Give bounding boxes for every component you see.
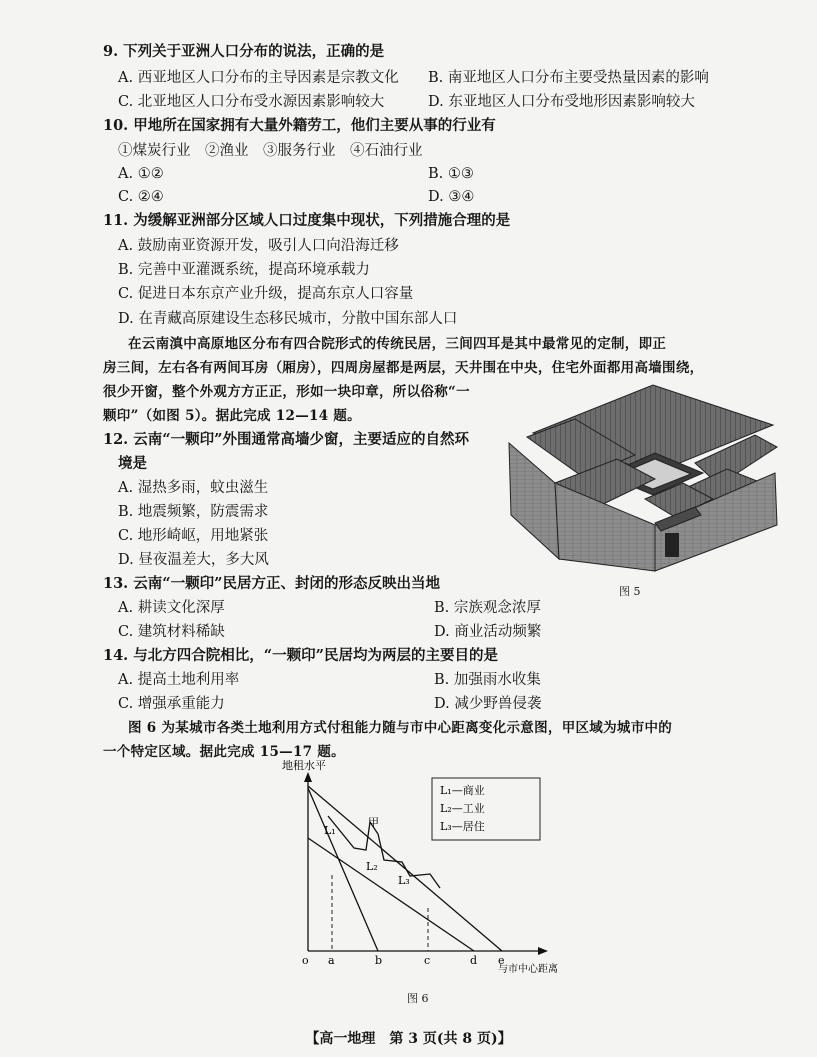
q13-option-d: D. 商业活动频繁 — [434, 624, 542, 640]
legend-l1: L₁—商业 — [440, 784, 485, 797]
q9-stem: 9. 下列关于亚洲人口分布的说法，正确的是 — [103, 43, 385, 60]
tick-b: b — [375, 954, 383, 967]
label-l1: L₁ — [324, 824, 336, 837]
q14-option-d: D. 减少野兽侵袭 — [434, 696, 542, 712]
q9-option-c: C. 北亚地区人口分布受水源因素影响较大 — [118, 94, 385, 110]
q10-items: ①煤炭行业 ②渔业 ③服务行业 ④石油行业 — [118, 143, 423, 159]
q13-stem: 13. 云南“一颗印”民居方正、封闭的形态反映出当地 — [103, 575, 440, 592]
legend-l2: L₂—工业 — [440, 802, 485, 815]
q14-option-a: A. 提高土地利用率 — [118, 672, 240, 688]
q12-option-a: A. 湿热多雨，蚊虫滋生 — [118, 480, 269, 496]
label-l3: L₃ — [398, 874, 410, 887]
q10-stem: 10. 甲地所在国家拥有大量外籍劳工，他们主要从事的行业有 — [103, 117, 496, 134]
figure-6-rent-diagram — [280, 758, 560, 988]
q10-option-b: B. ①③ — [428, 166, 474, 182]
tick-a: a — [328, 954, 335, 967]
intro-15-17-line2: 一个特定区域。据此完成 15—17 题。 — [103, 744, 345, 760]
q10-option-d: D. ③④ — [428, 189, 475, 205]
intro-12-14-line1: 在云南滇中高原地区分布有四合院形式的传统民居，三间四耳是其中最常见的定制，即正 — [128, 336, 667, 352]
q14-stem: 14. 与北方四合院相比，“一颗印”民居均为两层的主要目的是 — [103, 647, 498, 664]
q11-stem: 11. 为缓解亚洲部分区域人口过度集中现状，下列措施合理的是 — [103, 212, 511, 229]
q12-stem: 12. 云南“一颗印”外围通常高墙少窗，主要适应的自然环 — [103, 431, 469, 448]
figure-5-house-illustration — [505, 375, 785, 575]
q12-stem-cont: 境是 — [118, 455, 147, 472]
tick-o: o — [302, 954, 309, 967]
q11-option-d: D. 在青藏高原建设生态移民城市，分散中国东部人口 — [118, 311, 458, 327]
q11-option-b: B. 完善中亚灌溉系统，提高环境承载力 — [118, 262, 370, 278]
q9-option-b: B. 南亚地区人口分布主要受热量因素的影响 — [428, 70, 709, 86]
page-footer: 【高一地理 第 3 页(共 8 页)】 — [305, 1031, 512, 1047]
x-axis-arrow — [538, 947, 548, 955]
line-l2-industry — [308, 838, 474, 951]
figure-5-caption: 图 5 — [619, 585, 641, 598]
figure-6-caption: 图 6 — [407, 992, 429, 1005]
tick-d: d — [470, 954, 478, 967]
intro-15-17-line1: 图 6 为某城市各类土地利用方式付租能力随与市中心距离变化示意图，甲区域为城市中的 — [128, 720, 673, 736]
q10-option-a: A. ①② — [118, 166, 164, 182]
jia-region-outline — [328, 816, 440, 888]
tick-c: c — [424, 954, 431, 967]
q9-option-a: A. 西亚地区人口分布的主导因素是宗教文化 — [118, 70, 399, 86]
y-axis-label: 地租水平 — [282, 759, 326, 772]
q14-option-c: C. 增强承重能力 — [118, 696, 225, 712]
q11-option-a: A. 鼓励南亚资源开发，吸引人口向沿海迁移 — [118, 238, 399, 254]
q13-option-b: B. 宗族观念浓厚 — [434, 600, 541, 616]
label-l2: L₂ — [366, 860, 378, 873]
q13-option-a: A. 耕读文化深厚 — [118, 600, 225, 616]
q9-option-d: D. 东亚地区人口分布受地形因素影响较大 — [428, 94, 695, 110]
q12-option-b: B. 地震频繁，防震需求 — [118, 504, 269, 520]
intro-12-14-line2: 房三间，左右各有两间耳房（厢房），四周房屋都是两层，天井围在中央，住宅外面都用高墙围绕， — [103, 360, 704, 376]
intro-12-14-line4: 颗印”（如图 5）。据此完成 12—14 题。 — [103, 408, 361, 424]
tick-e: e — [498, 954, 505, 967]
q12-option-c: C. 地形崎岖，用地紧张 — [118, 528, 269, 544]
q10-option-c: C. ②④ — [118, 189, 164, 205]
legend-l3: L₃—居住 — [440, 820, 485, 833]
x-axis-label: 与市中心距离 — [498, 964, 558, 975]
q12-option-d: D. 昼夜温差大，多大风 — [118, 552, 269, 568]
q11-option-c: C. 促进日本东京产业升级，提高东京人口容量 — [118, 286, 414, 302]
label-jia: 甲 — [368, 816, 379, 829]
y-axis-arrow — [304, 772, 312, 782]
q14-option-b: B. 加强雨水收集 — [434, 672, 541, 688]
intro-12-14-line3: 很少开窗，整个外观方方正正，形如一块印章，所以俗称“一 — [103, 384, 470, 400]
q13-option-c: C. 建筑材料稀缺 — [118, 624, 225, 640]
